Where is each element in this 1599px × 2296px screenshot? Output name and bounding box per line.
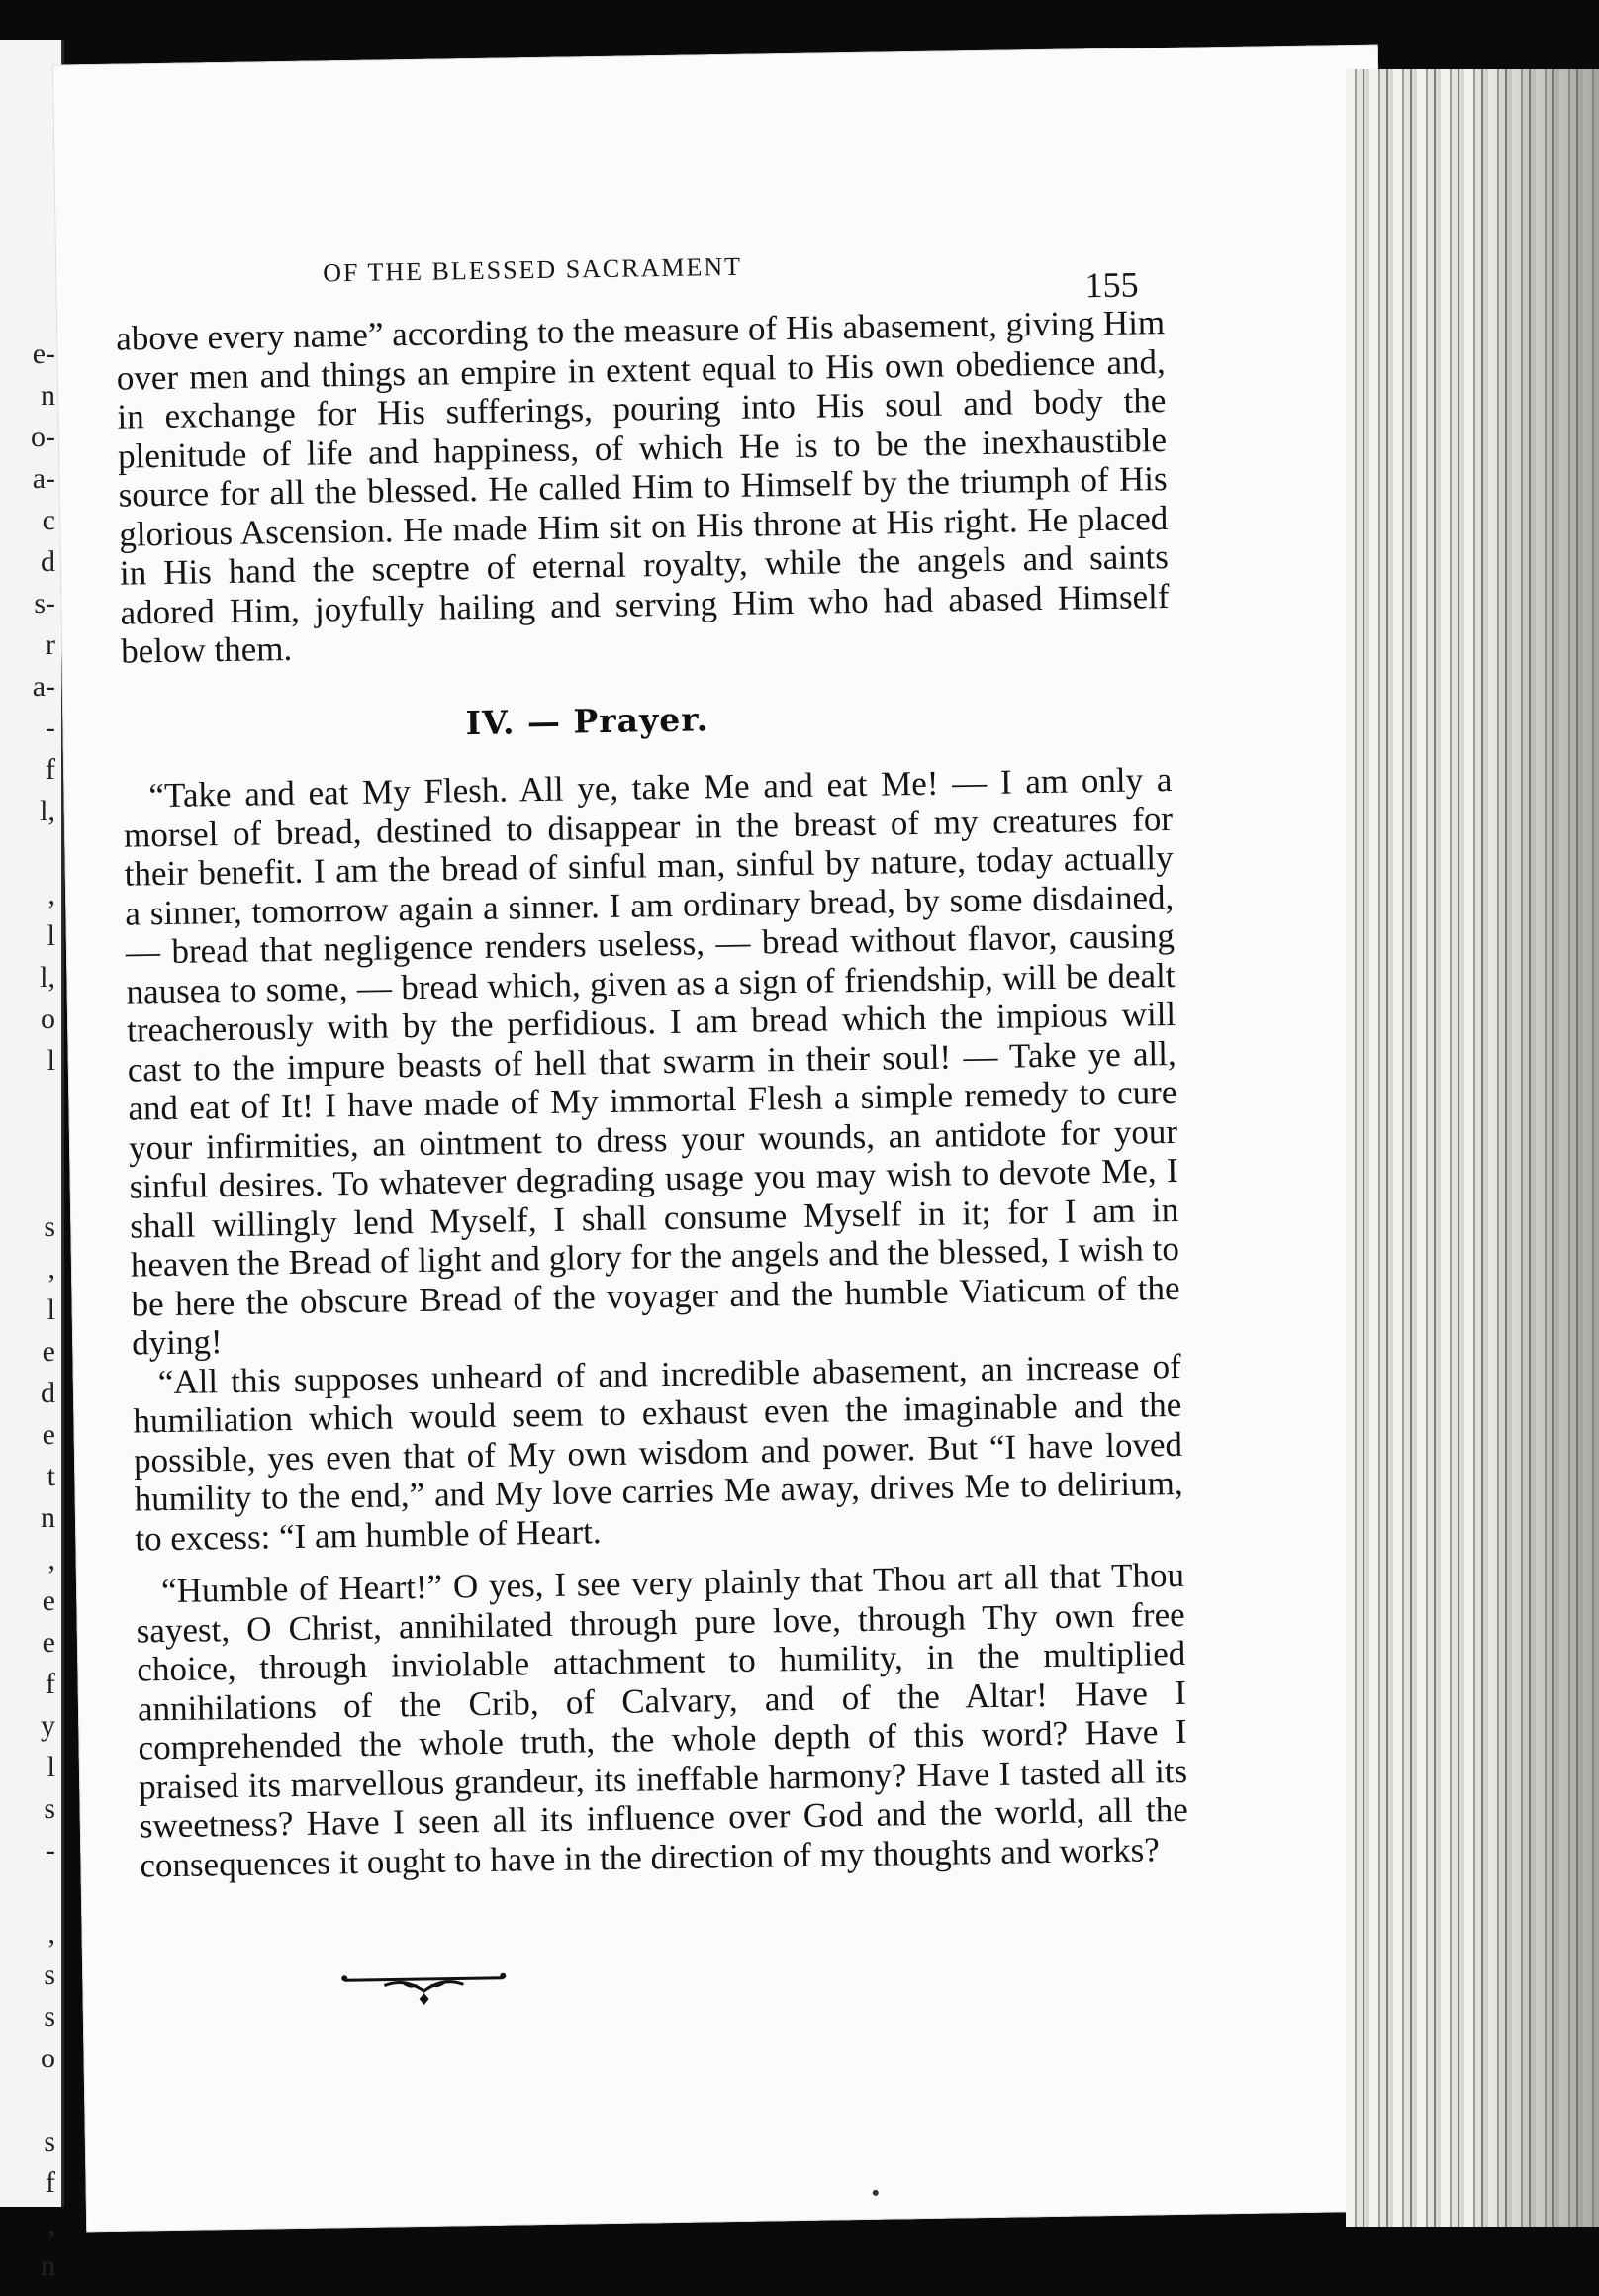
section-heading: IV. — Prayer. xyxy=(465,700,709,743)
previous-page-fragment: , xyxy=(47,1543,55,1576)
previous-page-fragment xyxy=(6,2072,55,2114)
paper-speck xyxy=(873,2190,879,2196)
previous-page-fragment: c xyxy=(42,504,55,536)
previous-page-fragment: , xyxy=(47,1252,55,1285)
previous-page-fragment: s xyxy=(44,1959,55,1991)
paragraph-2: “Take and eat My Flesh. All ye, take Me and eat Me! — I am only a morsel of bread, destined to disappear in the breast of my creatures for their benefit. I am the bread of sinful man, sinful by nature, today actually a sinner, tomorrow again a sinner. I am ordinary bread, by some disdained, — bread that negligence renders useless, — bread without flavor, causing nausea to some, — bread which, given as a sign of friendship, will be dealt treacherously with by the perfidious. I am bread which the impious will cast to the impure beasts of hell that swarm in their soul! — Take ye all, and eat of It! I have made of My immortal Flesh a simple remedy to cure your infirmities, an ointment to dress your wounds, an antidote for your sinful desires. To whatever degrading usage you may wish to devote Me, I shall willingly lend Myself, I shall consume Myself in it; for I am in heaven the Bread of light and glory for the angels and the blessed, I wish to be here the obscure Bread of the voyager and the humble Viaticum of the dying! xyxy=(123,759,1180,1363)
previous-page-fragment xyxy=(6,1865,55,1906)
previous-page-fragment: , xyxy=(47,1917,55,1950)
previous-page-fragment: e xyxy=(42,1626,55,1659)
paragraph-3: “All this supposes unheard of and incredible abasement, an increase of humiliation which would seem to exhaust even the imaginable and the possible, yes even that of My own wisdom and power. But “I have loved humility to the end,” and My love carries Me away, drives Me to delirium, to excess: “I am humble of Heart. xyxy=(133,1346,1183,1559)
paragraph-1: above every name” according to the measure of His abasement, giving Him over men and things an empire in extent equal to His own obedience and, in exchange for His sufferings, pouring into His soul and body the plenitude of life and happiness, of which He is to be the inexhaustible source for all the blessed. He called Him to Himself by the triumph of His glorious Ascension. He made Him sit on His throne at His right. He placed in His hand the sceptre of eternal royalty, while the angels and saints adored Him, joyfully hailing and serving Him who had abased Himself below them. xyxy=(115,303,1170,671)
previous-page-fragment: e xyxy=(42,1335,55,1368)
previous-page-fragment: f xyxy=(46,753,55,786)
previous-page-fragment: a- xyxy=(32,670,55,703)
previous-page-fragment: t xyxy=(47,1460,55,1492)
previous-page-fragment xyxy=(6,1116,55,1158)
previous-page-fragment: f xyxy=(46,1668,55,1700)
previous-page-fragment: e xyxy=(42,1584,55,1617)
previous-page-text-edge xyxy=(6,327,55,2282)
previous-page-fragment: n xyxy=(41,379,55,412)
previous-page-fragment: s xyxy=(44,2000,55,2033)
previous-page-fragment xyxy=(6,1158,55,1199)
page-number: 155 xyxy=(1084,264,1139,306)
previous-page-fragment: - xyxy=(46,1834,55,1866)
previous-page-fragment: d xyxy=(41,1377,55,1409)
paragraph-4: “Humble of Heart!” O yes, I see very plainly that Thou art all that Thou sayest, O Christ, annihilated through pure love, through Thy own free choice, through inviolable attachment to humility, in the multiplied annihilations of the Crib, of Calvary, and of the Altar! Have I comprehended the whole truth, the whole depth of this word? Have I praised its marvellous grandeur, its ineffable harmony? Have I tasted all its sweetness? Have I seen all its influence over God and the world, all the consequences it ought to have in the direction of my thoughts and works? xyxy=(136,1555,1189,1884)
previous-page-fragment: f xyxy=(46,2166,55,2199)
previous-page-fragment: o- xyxy=(31,421,55,453)
body-text-prayer xyxy=(123,760,1188,1885)
previous-page-fragment: , xyxy=(47,878,55,910)
previous-page-fragment: l xyxy=(47,919,55,952)
previous-page-fragment: s xyxy=(44,1210,55,1243)
page-edges xyxy=(1346,69,1599,2227)
previous-page-fragment: s xyxy=(44,1792,55,1825)
previous-page-fragment xyxy=(6,1075,55,1116)
previous-page-fragment: y xyxy=(41,1709,55,1742)
book-page xyxy=(52,45,1412,2233)
previous-page-fragment: o xyxy=(41,2042,55,2074)
previous-page-fragment: l xyxy=(47,1751,55,1783)
previous-page-fragment: e xyxy=(42,1418,55,1451)
page-edges-shadow xyxy=(1470,69,1599,2227)
running-head: OF THE BLESSED SACRAMENT xyxy=(322,251,743,288)
previous-page-fragment: e- xyxy=(32,337,55,370)
previous-page-fragment: - xyxy=(46,712,55,744)
previous-page-fragment: l xyxy=(47,1293,55,1326)
fleuron-ornament xyxy=(339,1959,509,2011)
previous-page-fragment: r xyxy=(46,628,55,661)
previous-page-fragment: d xyxy=(41,545,55,578)
previous-page-fragment: n xyxy=(41,2249,55,2282)
previous-page-fragment: o xyxy=(41,1003,55,1035)
previous-page-fragment: l xyxy=(47,1044,55,1077)
previous-page-fragment: s xyxy=(44,2125,55,2157)
previous-page-fragment xyxy=(6,825,55,867)
previous-page-fragment: l, xyxy=(40,961,55,994)
previous-page-fragment: s- xyxy=(34,587,55,620)
previous-page-fragment: n xyxy=(41,1501,55,1534)
previous-page-fragment: l, xyxy=(40,795,55,827)
previous-page xyxy=(0,40,64,2282)
previous-page-fragment: , xyxy=(47,2208,55,2241)
previous-page-fragment: a- xyxy=(32,462,55,495)
body-text-top xyxy=(116,303,1170,671)
